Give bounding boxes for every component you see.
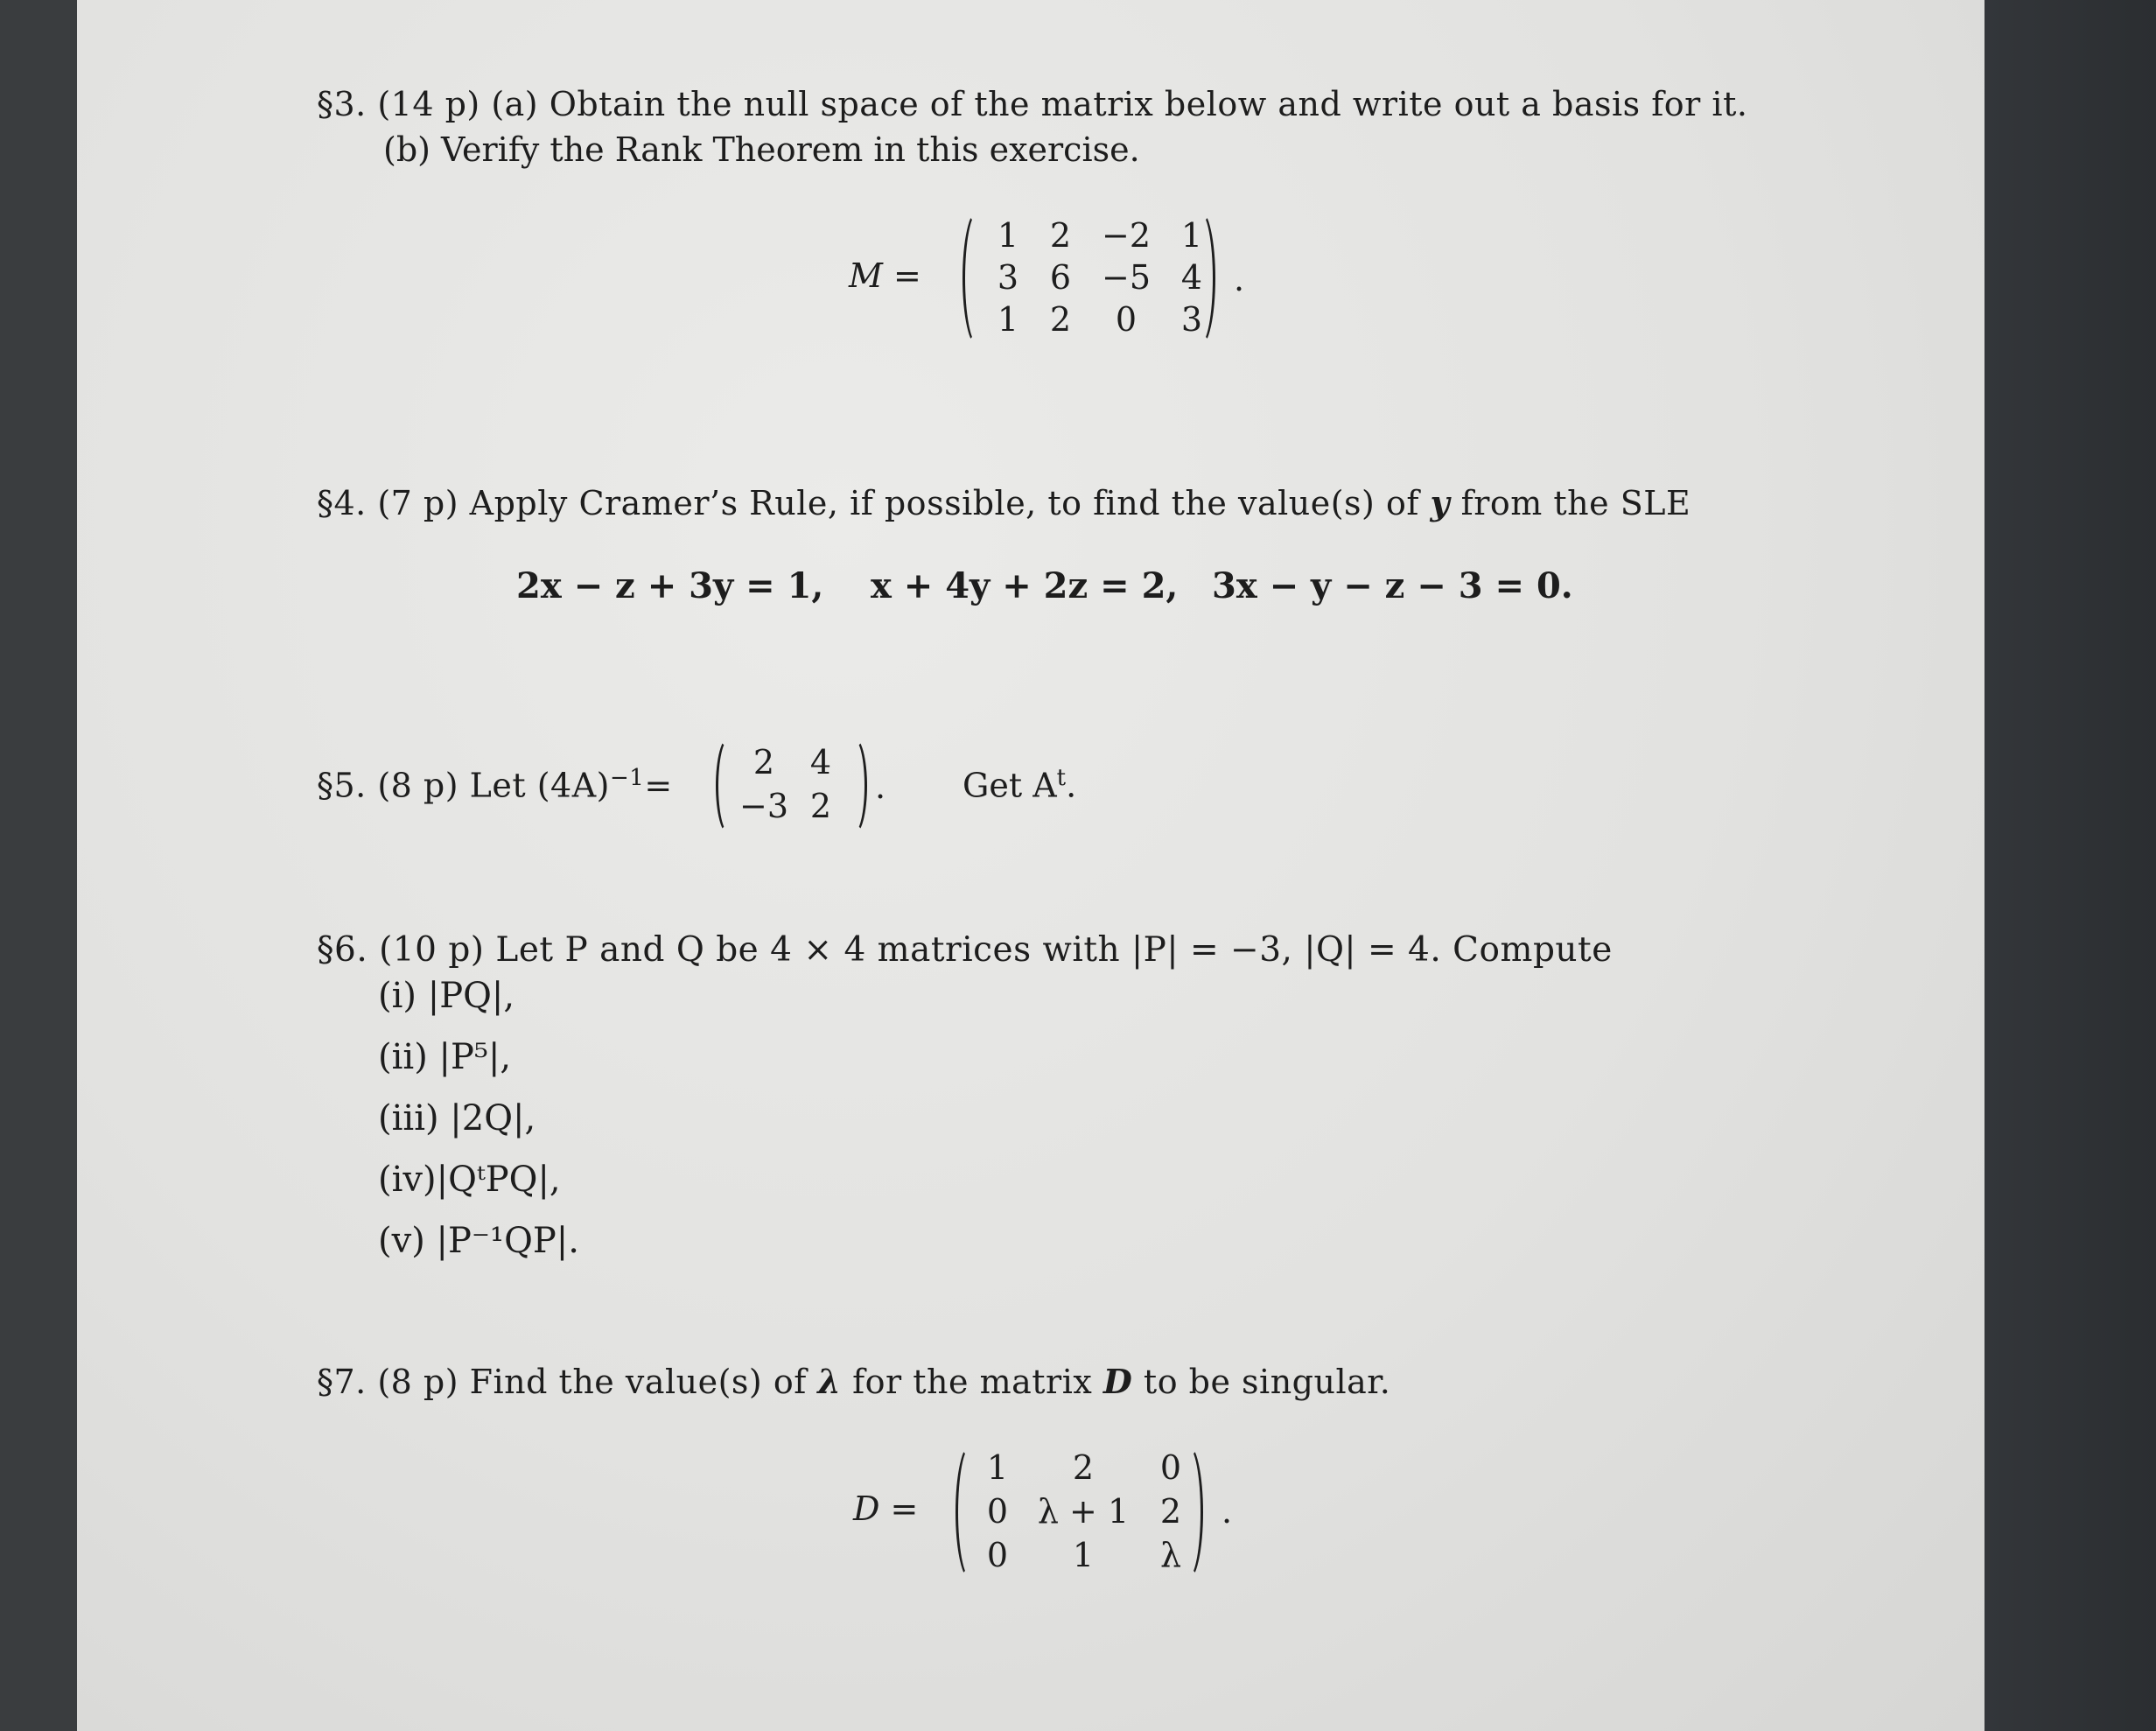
matrix-4a-grid xyxy=(733,740,847,828)
inverse-exponent: −1 xyxy=(610,765,645,791)
matrix-cell: λ + 1 xyxy=(1037,1492,1130,1531)
matrix-cell: 6 xyxy=(1049,258,1072,297)
matrix-cell: 2 xyxy=(1049,300,1072,339)
problem-4-line1 xyxy=(317,483,1691,522)
matrix-cell: 0 xyxy=(1159,1448,1182,1487)
list-item: (i) |PQ|, xyxy=(378,976,515,1016)
matrix-cell: 3 xyxy=(997,258,1019,297)
matrix-cell: 2 xyxy=(1159,1492,1182,1531)
matrix-cell: 2 xyxy=(1049,216,1072,255)
problem-5-text xyxy=(317,765,673,805)
matrix-d-label: D = xyxy=(853,1489,919,1528)
matrix-m-label: M = xyxy=(849,256,921,295)
transpose-exponent: t xyxy=(1056,765,1067,791)
matrix-cell: 0 xyxy=(1115,300,1138,339)
matrix-cell: 1 xyxy=(997,216,1019,255)
list-item: (ii) |P⁵|, xyxy=(378,1037,512,1077)
equation-1: 2x − z + 3y = 1, xyxy=(516,565,824,606)
list-item: (iii) |2Q|, xyxy=(378,1098,536,1139)
equals-sign: = xyxy=(644,766,673,805)
get-a-period: . xyxy=(1066,766,1077,805)
problem-3-line1: §3. (14 p) (a) Obtain the null space of the matrix below and write out a basis for it. xyxy=(317,85,1748,123)
problem-5-let: §5. (8 p) Let (4A) xyxy=(317,766,610,805)
matrix-cell: 4 xyxy=(1180,258,1203,297)
matrix-cell: −5 xyxy=(1101,258,1152,297)
get-a-text: Get A xyxy=(962,766,1057,805)
matrix-4a-period: . xyxy=(875,767,886,806)
problem-4-text: §4. (7 p) Apply Cramer’s Rule, if possible, to find the value(s) of xyxy=(317,484,1431,522)
problem-7-text-end: to be singular. xyxy=(1132,1363,1391,1401)
variable-y: y xyxy=(1430,483,1451,522)
list-item: (iv)|QᵗPQ|, xyxy=(378,1160,561,1200)
matrix-cell: 1 xyxy=(986,1448,1009,1487)
matrix-cell: λ xyxy=(1159,1536,1182,1574)
variable-d: D xyxy=(1102,1362,1133,1401)
matrix-d-grid xyxy=(973,1446,1197,1573)
matrix-cell: 1 xyxy=(1072,1536,1095,1574)
background-shadow xyxy=(1984,0,2156,1731)
matrix-cell: 2 xyxy=(1072,1448,1095,1487)
matrix-cell: 0 xyxy=(986,1536,1009,1574)
list-item: (v) |P⁻¹QP|. xyxy=(378,1221,579,1261)
matrix-cell: 2 xyxy=(809,787,832,825)
problem-5-get xyxy=(962,765,1077,805)
problem-6-line1: §6. (10 p) Let P and Q be 4 × 4 matrices with |P| = −3, |Q| = 4. Compute xyxy=(317,930,1613,970)
problem-7-line1 xyxy=(317,1362,1391,1401)
problem-4-text-end: from the SLE xyxy=(1450,484,1691,522)
matrix-d-period: . xyxy=(1222,1492,1233,1531)
matrix-m-period: . xyxy=(1234,260,1245,298)
matrix-cell: 2 xyxy=(752,743,775,781)
equation-2: x + 4y + 2z = 2, xyxy=(871,565,1179,606)
matrix-cell: −2 xyxy=(1101,216,1152,255)
matrix-cell: 3 xyxy=(1180,300,1203,339)
problem-7-text: §7. (8 p) Find the value(s) of xyxy=(317,1363,818,1401)
matrix-cell: 1 xyxy=(1180,216,1203,255)
matrix-cell: 1 xyxy=(997,300,1019,339)
matrix-cell: 0 xyxy=(986,1492,1009,1531)
matrix-cell: −3 xyxy=(738,787,789,825)
problem-7-text-mid: for the matrix xyxy=(841,1363,1103,1401)
equation-3: 3x − y − z − 3 = 0. xyxy=(1212,565,1573,606)
matrix-m-grid xyxy=(982,214,1209,342)
variable-lambda: λ xyxy=(817,1362,842,1401)
matrix-cell: 4 xyxy=(809,743,832,781)
problem-3-line2: (b) Verify the Rank Theorem in this exercise. xyxy=(383,130,1140,169)
